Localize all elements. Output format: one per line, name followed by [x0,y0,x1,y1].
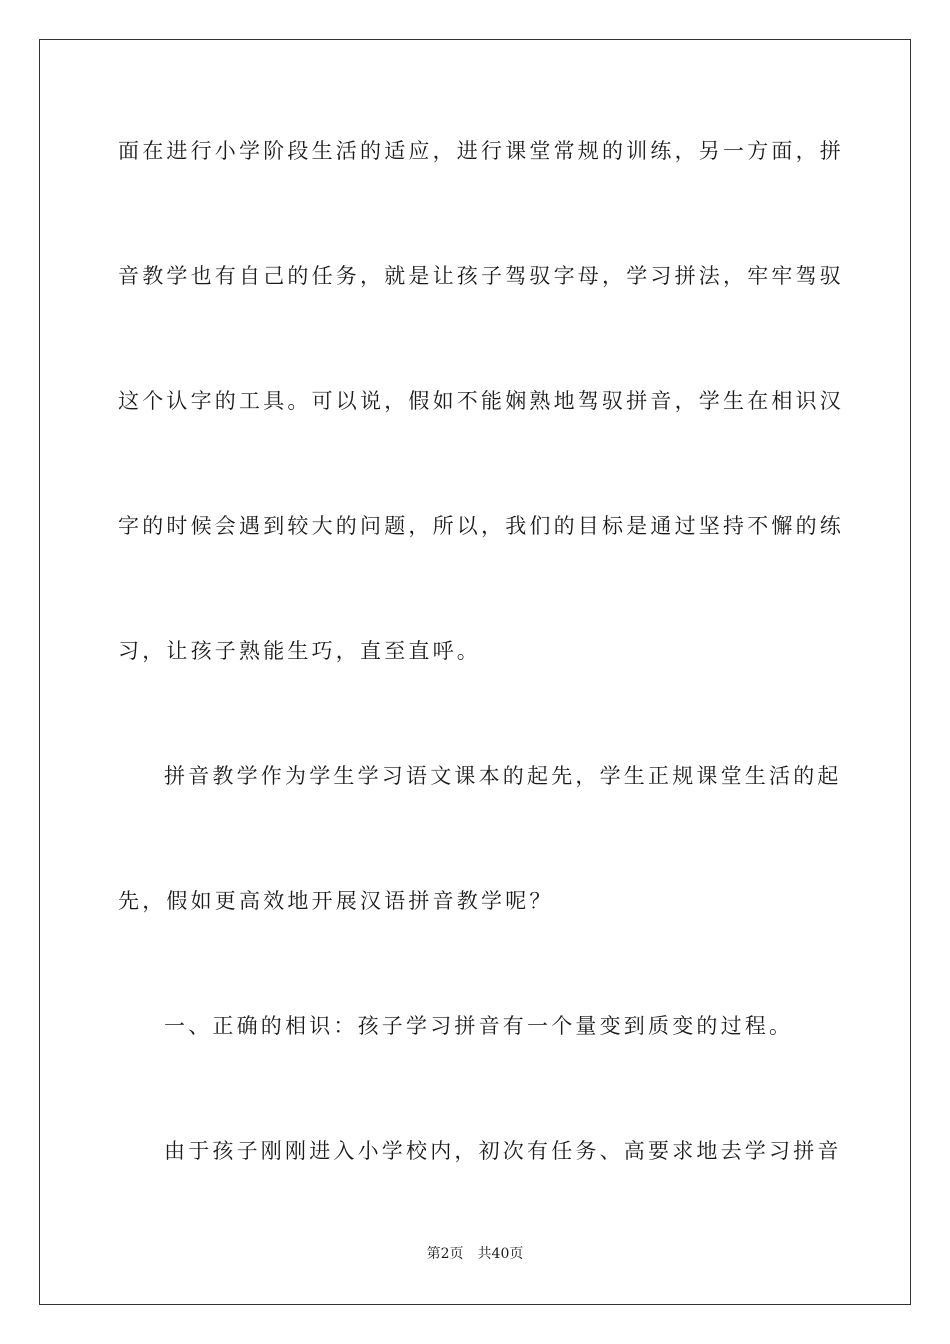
text-line: 字的时候会遇到较大的问题，所以，我们的目标是通过坚持不懈的练 [118,514,844,538]
page-border [39,39,911,1305]
paragraph-start-line: 由于孩子刚刚进入小学校内，初次有任务、高要求地去学习拼音 [164,1139,842,1163]
page-number-footer: 第2页 共40页 [426,1246,524,1262]
text-line: 面在进行小学阶段生活的适应，进行课堂常规的训练，另一方面，拼 [118,139,844,163]
text-line: 这个认字的工具。可以说，假如不能娴熟地驾驭拼音，学生在相识汉 [118,389,844,413]
section-heading-line: 一、正确的相识：孩子学习拼音有一个量变到质变的过程。 [164,1014,794,1038]
paragraph-start-line: 拼音教学作为学生学习语文课本的起先，学生正规课堂生活的起 [164,764,842,788]
text-line: 习，让孩子熟能生巧，直至直呼。 [118,639,481,663]
text-line: 先，假如更高效地开展汉语拼音教学呢？ [118,889,554,913]
text-line: 音教学也有自己的任务，就是让孩子驾驭字母，学习拼法，牢牢驾驭 [118,264,844,288]
